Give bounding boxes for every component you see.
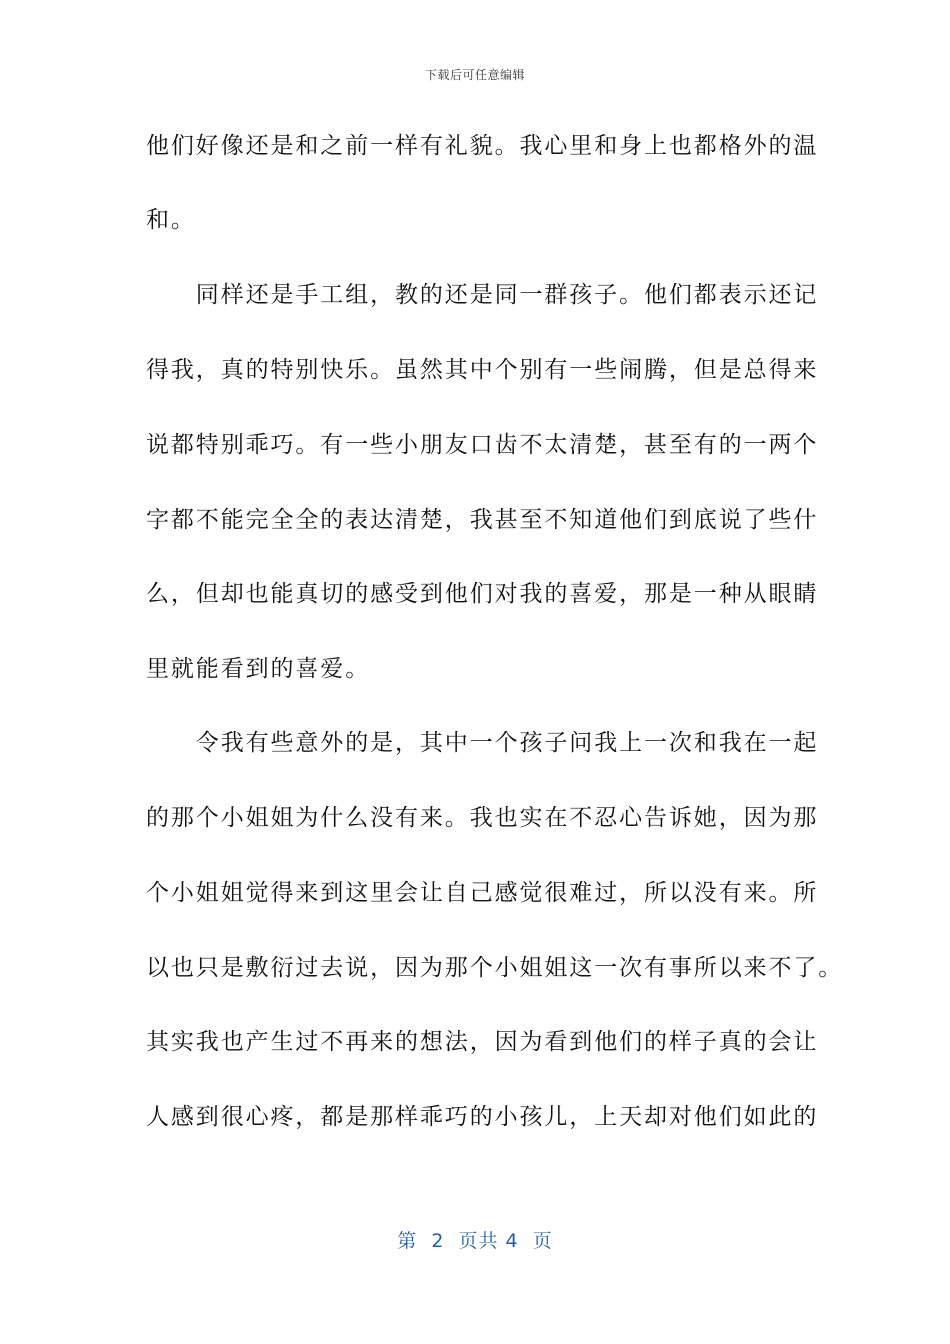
- page-header: 下载后可任意编辑: [424, 68, 525, 82]
- body-line: 人感到很心疼，都是那样乖巧的小孩儿，上天却对他们如此的: [146, 1104, 819, 1130]
- body-line: 其实我也产生过不再来的想法，因为看到他们的样子真的会让: [146, 1029, 819, 1055]
- body-line: 得我，真的特别快乐。虽然其中个别有一些闹腾，但是总得来: [146, 357, 819, 383]
- body-line: 以也只是敷衍过去说，因为那个小姐姐这一次有事所以来不了。: [146, 955, 844, 981]
- body-line: 说都特别乖巧。有一些小朋友口齿不太清楚，甚至有的一两个: [146, 432, 819, 458]
- body-line: 同样还是手工组，教的还是同一群孩子。他们都表示还记: [146, 282, 819, 308]
- body-line: 他们好像还是和之前一样有礼貌。我心里和身上也都格外的温: [146, 133, 819, 159]
- body-line: 里就能看到的喜爱。: [146, 656, 371, 682]
- body-line: 个小姐姐觉得来到这里会让自己感觉很难过，所以没有来。所: [146, 880, 819, 906]
- body-line: 么，但却也能真切的感受到他们对我的喜爱，那是一种从眼睛: [146, 581, 819, 607]
- body-line: 字都不能完全全的表达清楚，我甚至不知道他们到底说了些什: [146, 507, 819, 533]
- body-line: 和。: [146, 207, 196, 233]
- body-line: 令我有些意外的是，其中一个孩子问我上一次和我在一起: [146, 730, 819, 756]
- page-number-footer: 第 2 页共 4 页: [397, 1230, 553, 1252]
- body-line: 的那个小姐姐为什么没有来。我也实在不忍心告诉她，因为那: [146, 805, 819, 831]
